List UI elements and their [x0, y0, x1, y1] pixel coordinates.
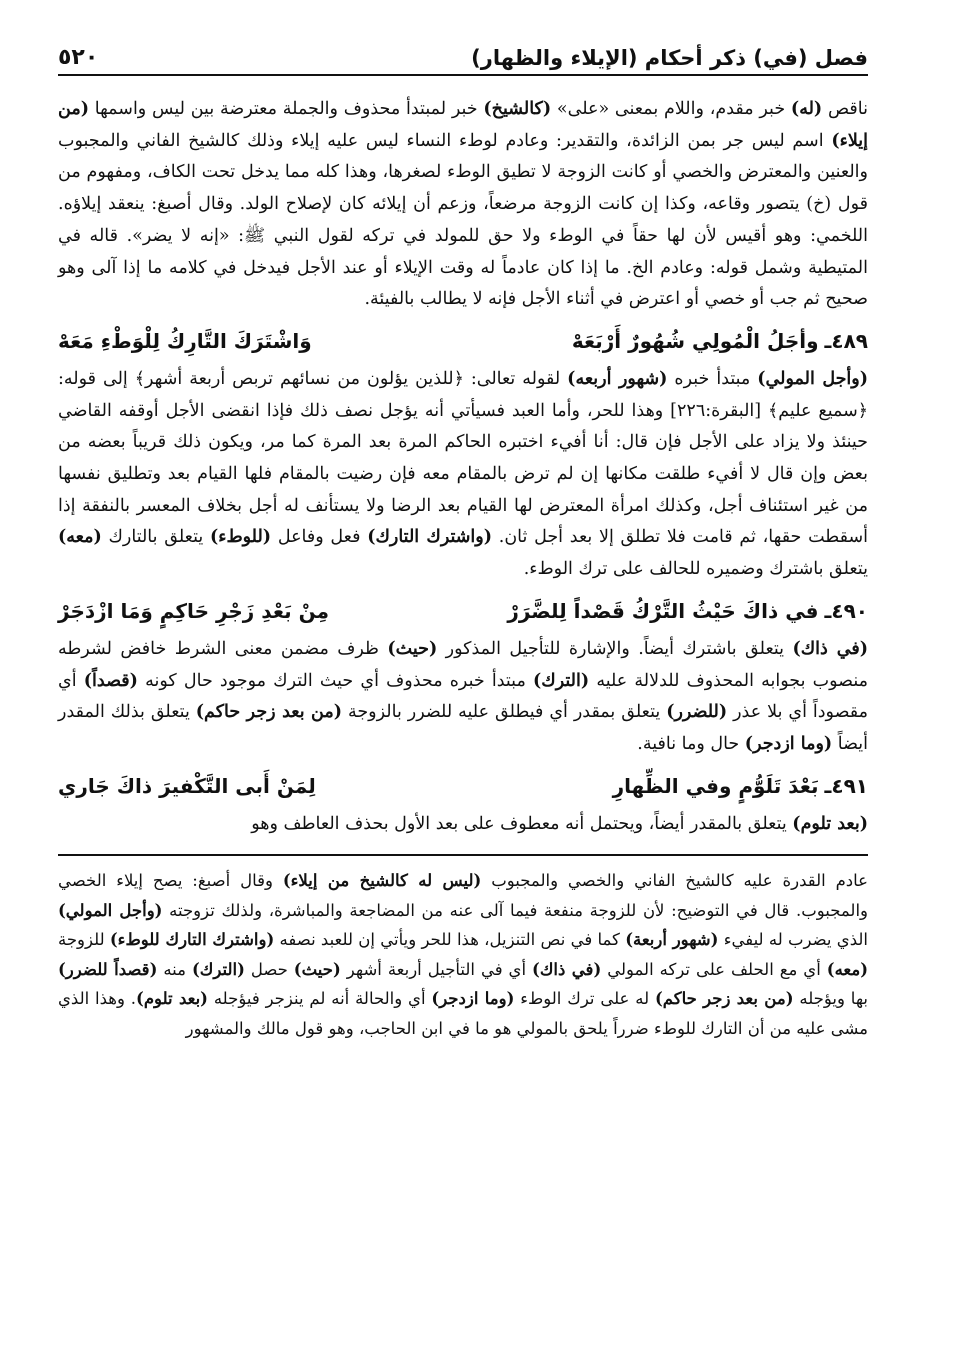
text-span: يتعلق باشترك وضميره للحالف على ترك الوطء.: [523, 559, 868, 580]
text-span: عادم القدرة عليه كالشيخ الفاني والخصي والمجبوب: [481, 871, 869, 891]
bold-term: (كالشيخ): [483, 99, 552, 119]
verse-first-hemistich: بَعْدَ تَلَوُّمٍ وفي الظِّهارِ: [612, 773, 819, 798]
bold-term: (في ذاك): [792, 638, 868, 659]
text-span: له على ترك الوطء: [514, 989, 655, 1009]
text-span: اسم ليس جر بمن الزائدة، والتقدير: وعادم لوطء النساء ليس عليه إيلاء وذلك كالشيخ الفاني والمجبوب والعنين والمعترض والخصي أو كانت الزوجة لا تطيق الوطء لصغرها، وهذا كله مما يدخل تحت الكاف، ومفهوم من قول (خ) يتصور وقاعه، وكذا إن كانت الزوجة مرضعاً، وزعم أن إيلائه كان لإصلاح الولد. وقال أصبغ: ينعقد إيلاؤه. اللخمي: وهو أقيس لأن لها حقاً في الوطء ولا حق للمولد في تركه لقول النبي ﷺ: «إنه لا يضر». قاله في المتيطية وشمل قوله: وعادم الخ. ما إذا كان عادماً له وقت الإيلاء أو عند الأجل فيدخل في كلامه ما إذا آلى وهو صحيح ثم جب أو خصي أو اعترض في أثناء الأجل فإنه لا يطالب بالفيئة.: [58, 130, 868, 310]
verse-491: [58, 769, 868, 803]
bold-term: (ليس له كالشيخ من إيلاء): [282, 871, 482, 891]
bold-term: (بعد تلوم): [792, 813, 868, 834]
bold-term: (قصداً): [83, 670, 138, 691]
text-span: فعل وفاعل: [271, 527, 368, 548]
bold-term: (حيث): [293, 959, 341, 979]
text-span: يتعلق باشترك أيضاً. والإشارة للتأجيل المذكور: [437, 638, 793, 659]
bold-term: (واشترك التارك للوطء): [109, 930, 275, 950]
bold-term: (بعد تلوم): [136, 989, 208, 1009]
verse-number: ٤٨٩ـ: [824, 328, 868, 353]
verse-489: [58, 324, 868, 358]
text-span: . وهذا الذي مشى عليه من أن التارك للوطء ضرراً يلحق بالمولي هو ما في ابن الحاجب، وهو قول مالك والمشهور: [58, 989, 868, 1038]
bold-term: (وأجل المولي): [757, 368, 868, 389]
bold-term: (وأجل المولي): [58, 900, 163, 920]
text-span: الذي يضرب له ليفيء: [718, 930, 868, 950]
book-page: [58, 34, 868, 1334]
text-span: كما في نص التنزيل، هذا للحر ويأتي إن للعبد نصفه: [274, 930, 626, 950]
footnote-divider: [58, 854, 868, 856]
bold-term: (له): [790, 99, 823, 119]
bold-term: (الترك): [533, 670, 590, 691]
text-span: بها ويؤجله: [793, 989, 869, 1009]
text-span: أي مع الحلف على تركه المولي: [601, 959, 827, 979]
bold-term: (وما ازدجر): [431, 989, 515, 1009]
commentary-paragraph-2: [58, 364, 868, 586]
verse-second-hemistich: وَاشْتَرَكَ التَّارِكُ لِلْوَطْءِ مَعَهْ: [58, 328, 312, 353]
bold-term: (معه): [826, 959, 869, 979]
text-span: منه: [157, 959, 192, 979]
bold-term: (شهور أربعه): [567, 368, 668, 389]
bold-term: (للوطء): [209, 527, 272, 548]
bold-term: (الترك): [191, 959, 245, 979]
text-span: يتعلق بالمقدر أيضاً، ويحتمل أنه معطوف على بعد الأول بحذف العاطف وهو: [251, 813, 793, 834]
bold-term: (وما ازدجر): [744, 733, 833, 754]
text-span: أي في التأجيل أربعة أشهر: [340, 959, 533, 979]
text-span: مبتدأ خبره: [667, 368, 758, 389]
verse-number: ٤٩٠ـ: [824, 598, 868, 623]
commentary-paragraph-3: [58, 634, 868, 761]
bold-term: (واشترك التارك): [367, 527, 493, 548]
verse-second-hemistich: لِمَنْ أَبى التَّكْفيرَ ذاكَ جَاري: [58, 773, 316, 798]
text-span: خبر مقدم، واللام بمعنى «على»: [551, 99, 791, 119]
text-span: يتعلق بمقدر أي فيطلق عليه للضرر بالزوجة: [342, 702, 667, 723]
bold-term: (من بعد زجر حاكم): [654, 989, 794, 1009]
text-span: خبر لمبتدأ محذوف والجملة معترضة بين ليس واسمها: [88, 99, 484, 119]
text-span: ناقص: [822, 99, 868, 119]
running-title: فصل (في) ذكر أحكام (الإيلاء والظهار): [471, 46, 868, 70]
text-span: حصل: [244, 959, 294, 979]
text-span: ظرف مضمن معنى الشرط خافض لشرطه منصوب بجوابه المحذوف للدلالة عليه: [58, 638, 868, 691]
running-header: [58, 34, 868, 76]
text-span: أي مقصوداً أي بلا عذر: [58, 670, 869, 723]
text-span: وقال أصبغ: يصح إيلاء الخصي والمجبوب. قال في التوضيح: لأن للزوجة منفعة فيما آلى عنه من المضاجعة والمباشرة، ولذلك تزوجته: [58, 871, 868, 920]
bold-term: (للضرر): [666, 702, 728, 723]
bold-term: (من بعد زجر حاكم): [195, 702, 343, 723]
commentary-paragraph-1: [58, 94, 868, 316]
text-span: للزوجة: [58, 930, 110, 950]
verse-second-hemistich: مِنْ بَعْدِ زَجْرِ حَاكِمٍ وَمَا ازْدَجَرْ: [58, 598, 329, 623]
verse-first-hemistich: وأجَلُ الْمُولِي شُهُورٌ أَرْبَعَهْ: [571, 328, 819, 353]
bold-term: (شهور أربعة): [625, 930, 719, 950]
bold-term: (قصداً للضرر): [58, 959, 158, 979]
verse-first-hemistich: في ذاكَ حَيْثُ التَّرْكُ قَصْداً لِلضَّرَرْ: [507, 598, 819, 623]
bold-term: (معه): [58, 527, 102, 548]
footnote-paragraph: [58, 866, 868, 1043]
bold-term: (من إيلاء): [58, 99, 868, 151]
commentary-paragraph-4: [58, 809, 868, 841]
verse-number: ٤٩١ـ: [824, 773, 868, 798]
text-span: لقوله تعالى: ﴿للذين يؤلون من نسائهم تربص أربعة أشهر﴾ إلى قوله: ﴿سميع عليم﴾ [البقرة:٢٢٦] وهذا للحر، وأما العبد فسيأتي أنه يؤجل نصف ذلك فإذا انقضى الأجل أوقفه القاضي حينئذ ولا يزاد على الأجل فإن قال: أنا أفيء اختبره الحاكم المرة بعد المرة كما مر، ويكون ذلك قريباً بعضه من بعض وإن قال لا أفيء طلقت مكانها إن لم ترض بالمقام معه فإن رضيت بالمقام فلها القيام بعد وتطليق نفسها من غير استئناف أجل، وكذلك امرأة المعترض لها القيام بعد الرضا ولا يستأنف له أجل بخلاف المعسر بالنفقة إذا أسقطت حقها، ثم قامت فلا تطلق إلا بعد أجل ثان.: [58, 368, 869, 548]
bold-term: (حيث): [387, 638, 438, 659]
text-span: حال وما نافية.: [637, 733, 745, 754]
text-span: يتعلق بذلك المقدر أيضاً: [58, 702, 868, 754]
text-span: مبتدأ خبره محذوف أي حيث الترك موجود حال كونه: [137, 670, 534, 691]
text-span: يتعلق بالتارك: [101, 527, 210, 548]
page-number: ٥٢٠: [58, 45, 99, 70]
verse-490: [58, 594, 868, 628]
bold-term: (في ذاك): [532, 959, 602, 979]
text-span: أي والحالة أنه لم ينزجر فيؤجله: [208, 989, 432, 1009]
